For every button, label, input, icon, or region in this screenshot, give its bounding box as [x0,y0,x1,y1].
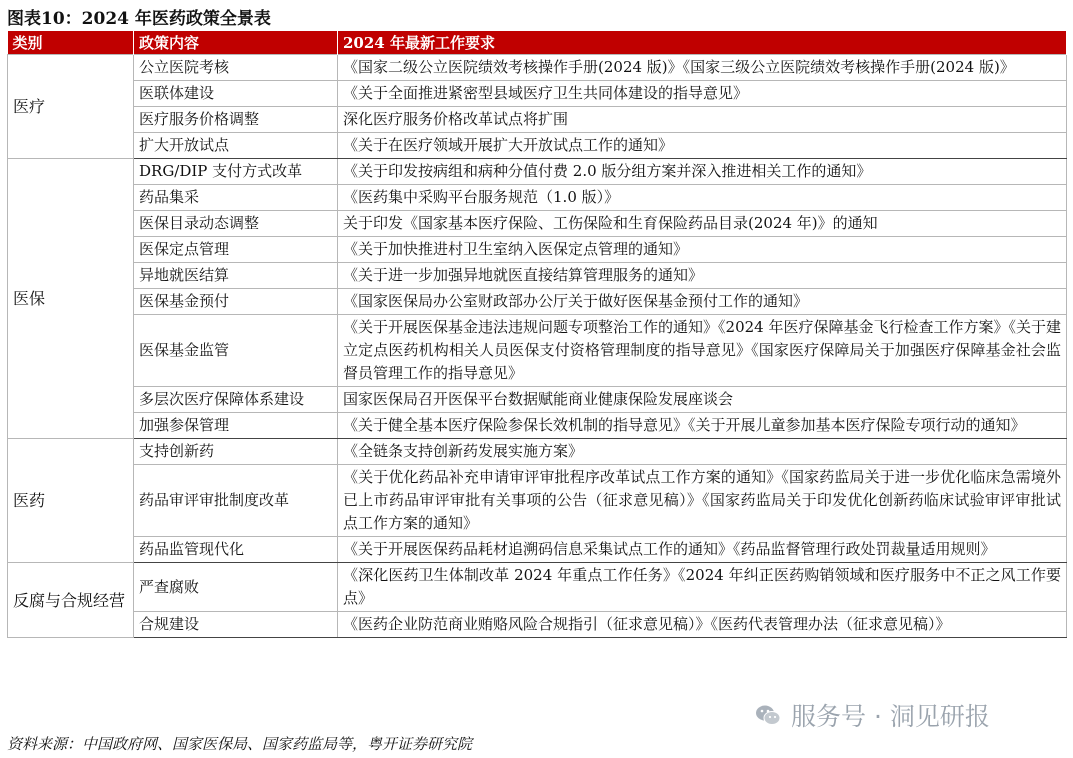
content-cell: 医保目录动态调整 [134,211,338,237]
requirement-cell: 《关于健全基本医疗保险参保长效机制的指导意见》《关于开展儿童参加基本医疗保险专项行动的通知》 [338,413,1067,439]
requirement-cell: 《深化医药卫生体制改革 2024 年重点工作任务》《2024 年纠正医药购销领域和医疗服务中不正之风工作要点》 [338,563,1067,612]
requirement-cell: 《关于开展医保药品耗材追溯码信息采集试点工作的通知》《药品监督管理行政处罚裁量适用规则》 [338,537,1067,563]
table-row [8,413,1067,439]
content-cell: 医保基金监管 [134,315,338,387]
content-cell: 药品监管现代化 [134,537,338,563]
content-cell: 药品集采 [134,185,338,211]
table-row [8,263,1067,289]
table-row [8,55,1067,81]
requirement-cell: 《关于优化药品补充申请审评审批程序改革试点工作方案的通知》《国家药监局关于进一步优化临床急需境外已上市药品审评审批有关事项的公告（征求意见稿）》《国家药监局关于印发优化创新药临床试验审评审批试点工作方案的通知》 [338,465,1067,537]
table-row [8,439,1067,465]
table-row [8,107,1067,133]
content-cell: 医保定点管理 [134,237,338,263]
requirement-cell: 深化医疗服务价格改革试点将扩围 [338,107,1067,133]
header-content: 政策内容 [134,31,338,55]
requirement-cell: 《关于全面推进紧密型县域医疗卫生共同体建设的指导意见》 [338,81,1067,107]
content-cell: 严查腐败 [134,563,338,612]
requirement-cell: 《国家医保局办公室财政部办公厅关于做好医保基金预付工作的通知》 [338,289,1067,315]
content-cell: 加强参保管理 [134,413,338,439]
table-row [8,81,1067,107]
requirement-cell: 关于印发《国家基本医疗保险、工伤保险和生育保险药品目录(2024 年)》的通知 [338,211,1067,237]
content-cell: 药品审评审批制度改革 [134,465,338,537]
requirement-cell: 《医药集中采购平台服务规范（1.0 版）》 [338,185,1067,211]
category-cell: 医药 [8,439,134,563]
content-cell: 扩大开放试点 [134,133,338,159]
content-cell: 医保基金预付 [134,289,338,315]
policy-table [7,31,1067,638]
table-row [8,133,1067,159]
requirement-cell: 国家医保局召开医保平台数据赋能商业健康保险发展座谈会 [338,387,1067,413]
table-row [8,563,1067,612]
content-cell: 多层次医疗保障体系建设 [134,387,338,413]
table-row [8,185,1067,211]
requirement-cell: 《关于进一步加强异地就医直接结算管理服务的通知》 [338,263,1067,289]
content-cell: DRG/DIP 支付方式改革 [134,159,338,185]
watermark [755,697,990,733]
content-cell: 医联体建设 [134,81,338,107]
table-row [8,237,1067,263]
table-row [8,537,1067,563]
page-title: 图表10：2024 年医药政策全景表 [7,9,271,29]
table-row [8,315,1067,387]
watermark-text: 服务号 · 洞见研报 [791,702,990,731]
requirement-cell: 《关于开展医保基金违法违规问题专项整治工作的通知》《2024 年医疗保障基金飞行检查工作方案》《关于建立定点医药机构相关人员医保支付资格管理制度的指导意见》《国家医疗保障局关于加强医疗保障基金社会监督员管理工作的指导意见》 [338,315,1067,387]
content-cell: 支持创新药 [134,439,338,465]
table-row [8,289,1067,315]
table-row [8,211,1067,237]
header-requirement: 2024 年最新工作要求 [338,31,1067,55]
table-header-row [8,31,1067,55]
requirement-cell: 《国家二级公立医院绩效考核操作手册(2024 版)》《国家三级公立医院绩效考核操作手册(2024 版)》 [338,55,1067,81]
requirement-cell: 《关于印发按病组和病种分值付费 2.0 版分组方案并深入推进相关工作的通知》 [338,159,1067,185]
category-cell: 医疗 [8,55,134,159]
category-cell: 反腐与合规经营 [8,563,134,638]
requirement-cell: 《关于加快推进村卫生室纳入医保定点管理的通知》 [338,237,1067,263]
content-cell: 异地就医结算 [134,263,338,289]
table-row [8,465,1067,537]
content-cell: 合规建设 [134,612,338,638]
header-category: 类别 [8,31,134,55]
requirement-cell: 《医药企业防范商业贿赂风险合规指引（征求意见稿）》《医药代表管理办法（征求意见稿）》 [338,612,1067,638]
category-cell: 医保 [8,159,134,439]
requirement-cell: 《关于在医疗领域开展扩大开放试点工作的通知》 [338,133,1067,159]
wechat-icon [755,702,781,728]
content-cell: 医疗服务价格调整 [134,107,338,133]
table-row [8,159,1067,185]
table-row [8,612,1067,638]
requirement-cell: 《全链条支持创新药发展实施方案》 [338,439,1067,465]
table-row [8,387,1067,413]
content-cell: 公立医院考核 [134,55,338,81]
source-note: 资料来源：中国政府网、国家医保局、国家药监局等，粤开证券研究院 [7,735,473,753]
